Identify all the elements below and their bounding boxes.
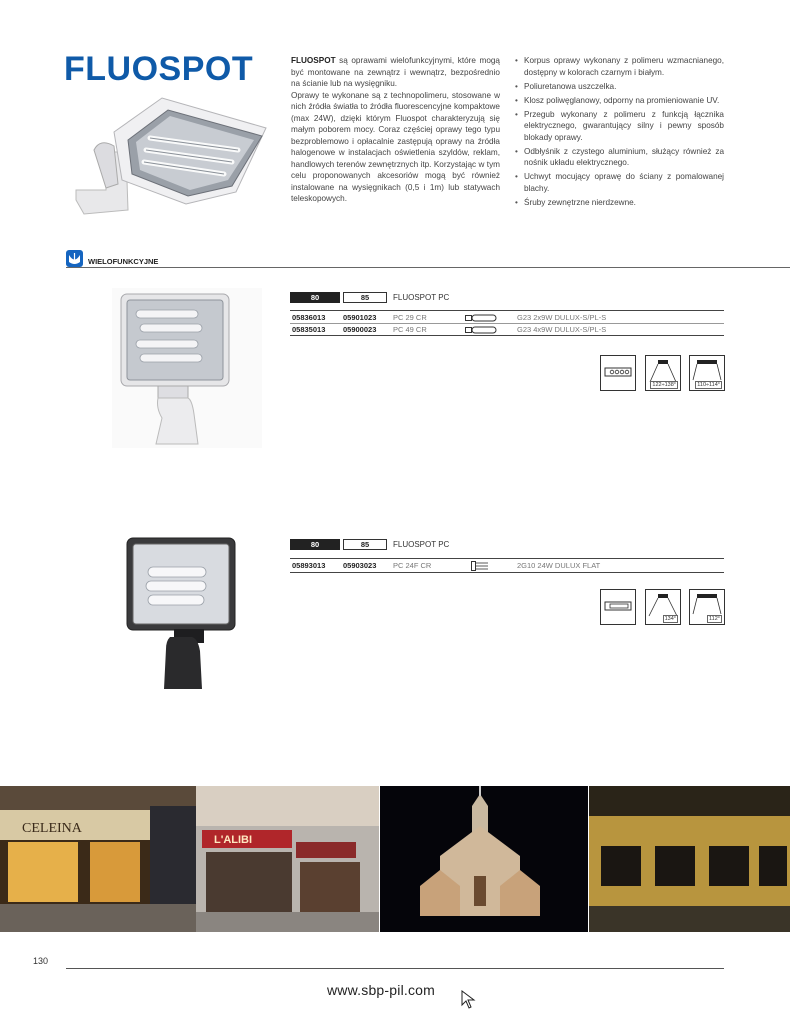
footer-divider [66, 968, 724, 969]
product-description [291, 55, 500, 205]
feature-item: • Śruby zewnętrzne nierdzewne. [515, 197, 724, 209]
description-intro-text: są oprawami wielofunkcyjnymi, które mogą być montowane na zewnątrz i wewnątrz, bezpośrednio na ścianie lub na wysięgniku. [291, 56, 500, 88]
application-photo-church [380, 786, 588, 932]
flat-lamp-icon [471, 561, 489, 571]
product-1-bottom-rule [290, 335, 724, 336]
product-1-rule [290, 310, 724, 311]
category-label: WIELOFUNKCYJNE [88, 257, 159, 266]
product-code-white: 05835013 [292, 325, 326, 334]
row-divider [290, 323, 724, 324]
beam-angle-wide-icon [645, 355, 681, 391]
lamp-spec: 2G10 24W DULUX FLAT [517, 561, 601, 570]
description-brand: FLUOSPOT [291, 56, 336, 65]
product-code-black: 05901023 [343, 313, 377, 322]
product-2-col-85-badge: 85 [343, 539, 387, 550]
pl-lamp-icon [465, 314, 497, 322]
lamp-spec: G23 4x9W DULUX-S/PL-S [517, 325, 607, 334]
multifunction-category-icon [66, 250, 83, 267]
category-divider [66, 267, 790, 268]
table-row [290, 325, 724, 334]
product-1-series: FLUOSPOT PC [393, 293, 450, 302]
product-2-rule [290, 558, 724, 559]
photo-sign-celeina: CELEINA [22, 821, 82, 836]
application-photo-shopfront [0, 786, 196, 932]
beam-angle-narrow-icon [689, 589, 725, 625]
application-photo-restaurant [196, 786, 379, 932]
product-1-col-80-badge: 80 [290, 292, 340, 303]
table-row [290, 313, 724, 322]
page-title: FLUOSPOT [64, 50, 254, 88]
product-code-black: 05900023 [343, 325, 377, 334]
lamp-layout-icon [600, 355, 636, 391]
beam-angle-narrow-icon [689, 355, 725, 391]
product-code-white: 05836013 [292, 313, 326, 322]
website-link[interactable]: www.sbp-pil.com [327, 982, 436, 998]
photo-sign-lalibi: L'ALIBI [214, 834, 253, 846]
product-code-white: 05893013 [292, 561, 326, 570]
product-1-col-85-badge: 85 [343, 292, 387, 303]
lamp-spec: G23 2x9W DULUX-S/PL-S [517, 313, 607, 322]
feature-item: • Korpus oprawy wykonany z polimeru wzmacnianego, dostępny w kolorach czarnym i białym. [515, 55, 724, 78]
feature-item: • Klosz poliwęglanowy, odporny na promieniowanie UV. [515, 95, 724, 107]
fluospot-pc-white-image [112, 288, 262, 448]
product-2-col-80-badge: 80 [290, 539, 340, 550]
feature-item: • Uchwyt mocujący oprawę do ściany z pomalowanej blachy. [515, 171, 724, 194]
description-body: Oprawy te wykonane są z technopolimeru, stosowane w nich źródła światła to źródła fluorescencyjne kompaktowe (max 24W), dzięki którym Fluospot charakteryzują się małym poborem mocy. Coraz częściej oprawy tego typu bezproblemowo i opłacalnie zastępują oprawy na źródła halogenowe w instalacjach oświetlenia szyldów, reklam, handlowych terenów zewnętrznych itp. Korzystając w tym celu proponowanych akcesoriów mogą być również instalowane na wysięgnikach (0,5 i 1m) lub statywach teleskopowych. [291, 90, 500, 203]
product-type: PC 49 CR [393, 325, 427, 334]
page-number: 130 [33, 956, 49, 966]
beam-angle-label: 134° [664, 616, 676, 622]
product-type: PC 24F CR [393, 561, 432, 570]
beam-angle-label: 110÷114° [697, 382, 720, 388]
feature-item: • Przegub wykonany z polimeru z funkcją łącznika elektrycznego, gwarantujący silny i pewny sposób blokady oprawy. [515, 109, 724, 144]
beam-angle-wide-icon [645, 589, 681, 625]
cursor-arrow-icon [461, 990, 477, 1010]
feature-item: • Poliuretanowa uszczelka. [515, 81, 724, 93]
product-2-series: FLUOSPOT PC [393, 540, 450, 549]
product-2-bottom-rule [290, 572, 724, 573]
description-intro [291, 55, 500, 90]
fluospot-hero-image [66, 92, 276, 232]
table-row [290, 561, 724, 570]
product-code-black: 05903023 [343, 561, 377, 570]
product-type: PC 29 CR [393, 313, 427, 322]
feature-item: • Odbłyśnik z czystego aluminium, służący również za nośnik układu elektrycznego. [515, 146, 724, 169]
pl-lamp-icon [465, 326, 497, 334]
fluospot-pc-24f-black-image [126, 537, 238, 693]
beam-angle-label: 112° [709, 616, 720, 622]
lamp-layout-icon [600, 589, 636, 625]
beam-angle-label: 122÷138° [652, 382, 676, 388]
feature-list [515, 55, 724, 211]
application-photo-building [589, 786, 790, 932]
